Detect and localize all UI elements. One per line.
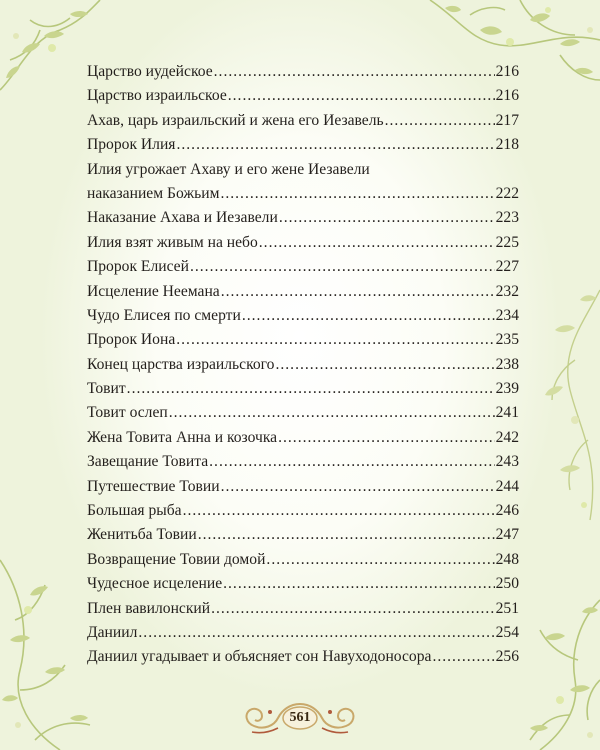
toc-entry-page: 239 <box>495 380 519 398</box>
toc-dot-leader <box>127 377 495 401</box>
top-left-leaves <box>6 11 88 78</box>
toc-entry-title: Пророк Иона <box>87 331 176 349</box>
toc-entry <box>87 353 519 377</box>
toc-entry <box>87 597 519 621</box>
toc-entry <box>87 60 519 84</box>
toc-entry-title: Жена Товита Анна и козочка <box>87 428 278 446</box>
bottom-left-leaves <box>2 586 88 728</box>
bottom-right-vine-ornament <box>530 600 600 750</box>
toc-dot-leader <box>198 523 495 547</box>
right-side-vine-ornament <box>552 290 600 520</box>
toc-entry-title: Даниил угадывает и объясняет сон Навуходоносора <box>87 648 432 666</box>
toc-dot-leader <box>176 328 494 352</box>
toc-entry-page: 227 <box>495 258 519 276</box>
toc-entry-title: Пророк Илия <box>87 136 176 154</box>
toc-entry-title: Даниил <box>87 623 138 641</box>
toc-entry <box>87 255 519 279</box>
toc-entry-title: Исцеление Неемана <box>87 282 220 300</box>
toc-entry-title: Илия взят живым на небо <box>87 233 258 251</box>
toc-dot-leader <box>138 621 494 645</box>
toc-dot-leader <box>209 450 494 474</box>
toc-entry <box>87 133 519 157</box>
toc-entry-page: 246 <box>495 502 519 520</box>
toc-dot-leader <box>259 231 495 255</box>
toc-entry <box>87 206 519 230</box>
toc-entry-title: Ахав, царь израильский и жена его Иезавель <box>87 111 384 129</box>
toc-entry-title: Товит ослеп <box>87 404 168 422</box>
toc-entry-page: 235 <box>495 331 519 349</box>
toc-dot-leader <box>242 304 495 328</box>
toc-entry-title: Чудо Елисея по смерти <box>87 306 241 324</box>
toc-entry-title: Конец царства израильского <box>87 355 275 373</box>
toc-dot-leader <box>223 572 494 596</box>
toc-entry <box>87 377 519 401</box>
toc-dot-leader <box>228 84 495 108</box>
toc-entry-page: 247 <box>495 526 519 544</box>
toc-entry-title: Наказание Ахава и Иезавели <box>87 209 278 227</box>
toc-dot-leader <box>279 206 495 230</box>
toc-entry <box>87 475 519 499</box>
toc-entry-page: 248 <box>495 550 519 568</box>
toc-entry-title: Товит <box>87 380 126 398</box>
top-left-vine-ornament <box>0 0 100 90</box>
toc-entry <box>87 401 519 425</box>
toc-entry-page: 216 <box>495 87 519 105</box>
toc-entry <box>87 84 519 108</box>
toc-entry <box>87 231 519 255</box>
toc-entry <box>87 645 519 669</box>
toc-entry <box>87 328 519 352</box>
toc-entry <box>87 158 519 207</box>
toc-entry-title: Завещание Товита <box>87 453 209 471</box>
toc-dot-leader <box>221 280 495 304</box>
toc-entry-title: Пророк Елисей <box>87 258 189 276</box>
toc-entry-title: Путешествие Товии <box>87 477 220 495</box>
toc-dot-leader <box>266 548 494 572</box>
toc-entry-page: 250 <box>495 575 519 593</box>
toc-entry <box>87 621 519 645</box>
toc-entry-page: 222 <box>495 184 519 202</box>
toc-entry <box>87 304 519 328</box>
toc-entry-title-continued: наказанием Божьим <box>87 184 220 202</box>
toc-entry-page: 218 <box>495 136 519 154</box>
toc-entry-page: 225 <box>495 233 519 251</box>
toc-entry-page: 254 <box>495 623 519 641</box>
toc-entry-page: 217 <box>495 111 519 129</box>
toc-entry <box>87 426 519 450</box>
toc-entry <box>87 548 519 572</box>
toc-dot-leader <box>176 133 494 157</box>
toc-entry-title: Царство израильское <box>87 87 227 105</box>
right-side-leaves <box>545 295 596 508</box>
toc-dot-leader <box>214 60 495 84</box>
toc-dot-leader <box>190 255 495 279</box>
toc-dot-leader <box>211 597 495 621</box>
toc-entry-title: Плен вавилонский <box>87 599 211 617</box>
toc-entry-page: 242 <box>495 428 519 446</box>
toc-entry <box>87 450 519 474</box>
toc-dot-leader <box>432 645 494 669</box>
toc-entry <box>87 499 519 523</box>
toc-entry-title: Женитьба Товии <box>87 526 197 544</box>
bottom-right-leaves <box>530 607 598 738</box>
toc-entry-title: Илия угрожает Ахаву и его жене Иезавели <box>87 160 370 178</box>
toc-entry-page: 241 <box>495 404 519 422</box>
toc-entry-page: 244 <box>495 477 519 495</box>
toc-entry-page: 234 <box>495 306 519 324</box>
toc-entry-page: 223 <box>495 209 519 227</box>
toc-entry-page: 251 <box>495 599 519 617</box>
bottom-left-vine-ornament <box>0 560 90 750</box>
toc-entry-page: 232 <box>495 282 519 300</box>
toc-dot-leader <box>220 182 494 206</box>
toc-entry-title: Чудесное исцеление <box>87 575 223 593</box>
toc-entry <box>87 523 519 547</box>
toc-entry-title: Возвращение Товии домой <box>87 550 266 568</box>
toc-entry-title: Царство иудейское <box>87 62 213 80</box>
toc-dot-leader <box>275 353 494 377</box>
table-of-contents <box>87 60 519 670</box>
toc-dot-leader <box>221 475 495 499</box>
toc-entry-page: 256 <box>495 648 519 666</box>
toc-dot-leader <box>169 401 495 425</box>
toc-entry-page: 216 <box>495 62 519 80</box>
toc-entry <box>87 572 519 596</box>
toc-entry <box>87 109 519 133</box>
toc-entry-title: Большая рыба <box>87 502 182 520</box>
toc-dot-leader <box>183 499 495 523</box>
toc-dot-leader <box>278 426 495 450</box>
page-number-ornament <box>240 700 360 736</box>
toc-entry <box>87 280 519 304</box>
page-number: 561 <box>289 710 311 725</box>
toc-dot-leader <box>385 109 495 133</box>
toc-entry-page: 243 <box>495 453 519 471</box>
toc-entry-page: 238 <box>495 355 519 373</box>
